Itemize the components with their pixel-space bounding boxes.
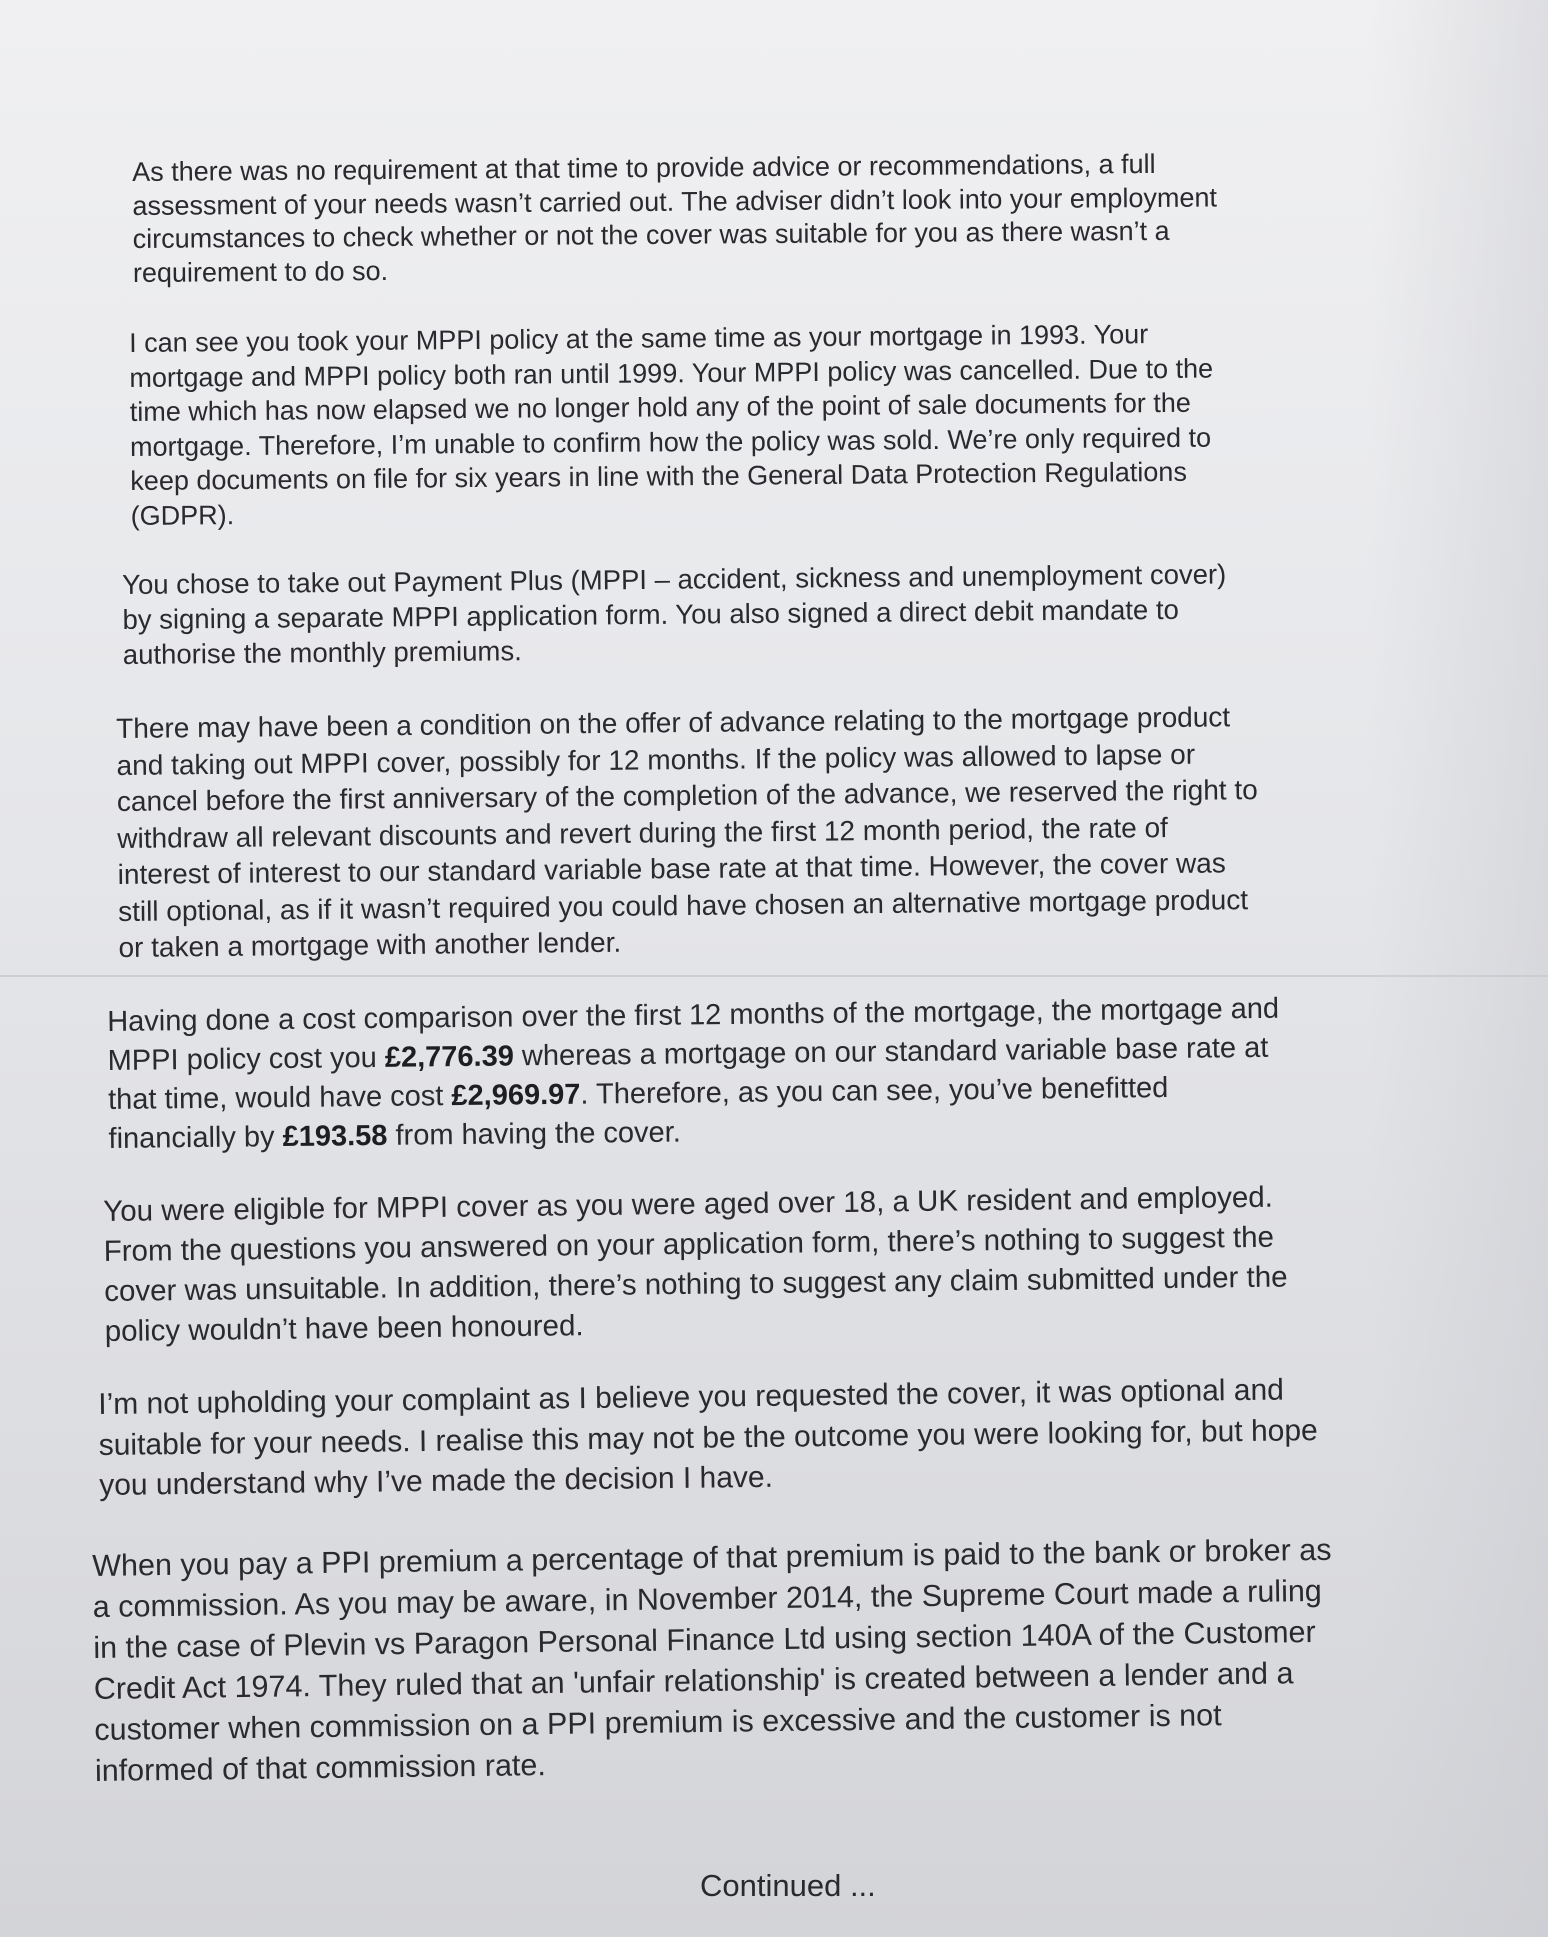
cost-text-1: Having done a cost comparison over the first 12 months of the mortgage, the mortgage and MPPI policy cost you [107,992,1280,1077]
standard-rate-cost-value: £2,969.97 [451,1078,581,1113]
cost-text-2: whereas a mortgage on our standard variable base rate at that time, would have cost [107,1031,1269,1116]
mortgage-mppi-cost-value: £2,776.39 [384,1040,515,1074]
paragraph-cost-comparison [107,988,1469,1159]
benefit-amount-value: £193.58 [282,1119,388,1154]
paragraph-advice-requirement: As there was no requirement at that time to provide advice or recommendations, a full assessment of your needs wasn’t carried out. The adviser didn’t look into your employment circumstances to check whether or not the cover was suitable for you as there wasn’t a requirement to do so. [132,148,1218,288]
paragraph-eligibility: You were eligible for MPPI cover as you were aged over 18, a UK resident and employed. From the questions you answered on your application form, there’s nothing to suggest the cover was unsuitable. In addition, there’s nothing to suggest any claim submitted under the policy wouldn’t have been honoured. [103,1180,1288,1348]
paragraph-commission-plevin: When you pay a PPI premium a percentage of that premium is paid to the bank or broker as a commission. As you may be aware, in November 2014, the Supreme Court made a ruling in the case of Plevin vs Paragon Personal Finance Ltd using section 140A of the Customer Credit Act 1974. They ruled that an 'unfair relationship' is created between a lender and a customer when commission on a PPI premium is excessive and the customer is not informed of that commission rate. [92,1532,1332,1788]
continued-footer: Continued ... [700,1868,876,1903]
paragraph-payment-plus: You chose to take out Payment Plus (MPPI – accident, sickness and unemployment cover) by signing a separate MPPI application form. You also signed a direct debit mandate to authorise the monthly premiums. [122,558,1227,670]
paper-fold-line [0,975,1548,977]
paragraph-advance-condition: There may have been a condition on the offer of advance relating to the mortgage product and taking out MPPI cover, possibly for 12 months. If the policy was allowed to lapse or cancel before the first anniversary of the completion of the advance, we reserved the right to withdraw all relevant discounts and revert during the first 12 month period, the rate of interest of interest to our standard variable base rate at that time. However, the cover was still optional, as if it wasn’t required you could have chosen an alternative mortgage product or taken a mortgage with another lender. [116,701,1258,963]
cost-text-3: . Therefore, as you can see, you’ve benefitted financially by [108,1071,1169,1155]
paragraph-policy-history: I can see you took your MPPI policy at the same time as your mortgage in 1993. Your mortgage and MPPI policy both ran until 1999. Your MPPI policy was cancelled. Due to the time which has now elapsed we no longer hold any of the point of sale documents for the mortgage. Therefore, I’m unable to confirm how the policy was sold. We’re only required to keep documents on file for six years in line with the General Data Protection Regulations (GDPR). [129,319,1214,531]
paragraph-decision: I’m not upholding your complaint as I believe you requested the cover, it was optional and suitable for your needs. I realise this may not be the outcome you were looking for, but hope you understand why I’ve made the decision I have. [98,1373,1318,1502]
cost-text-4: from having the cover. [387,1116,681,1152]
